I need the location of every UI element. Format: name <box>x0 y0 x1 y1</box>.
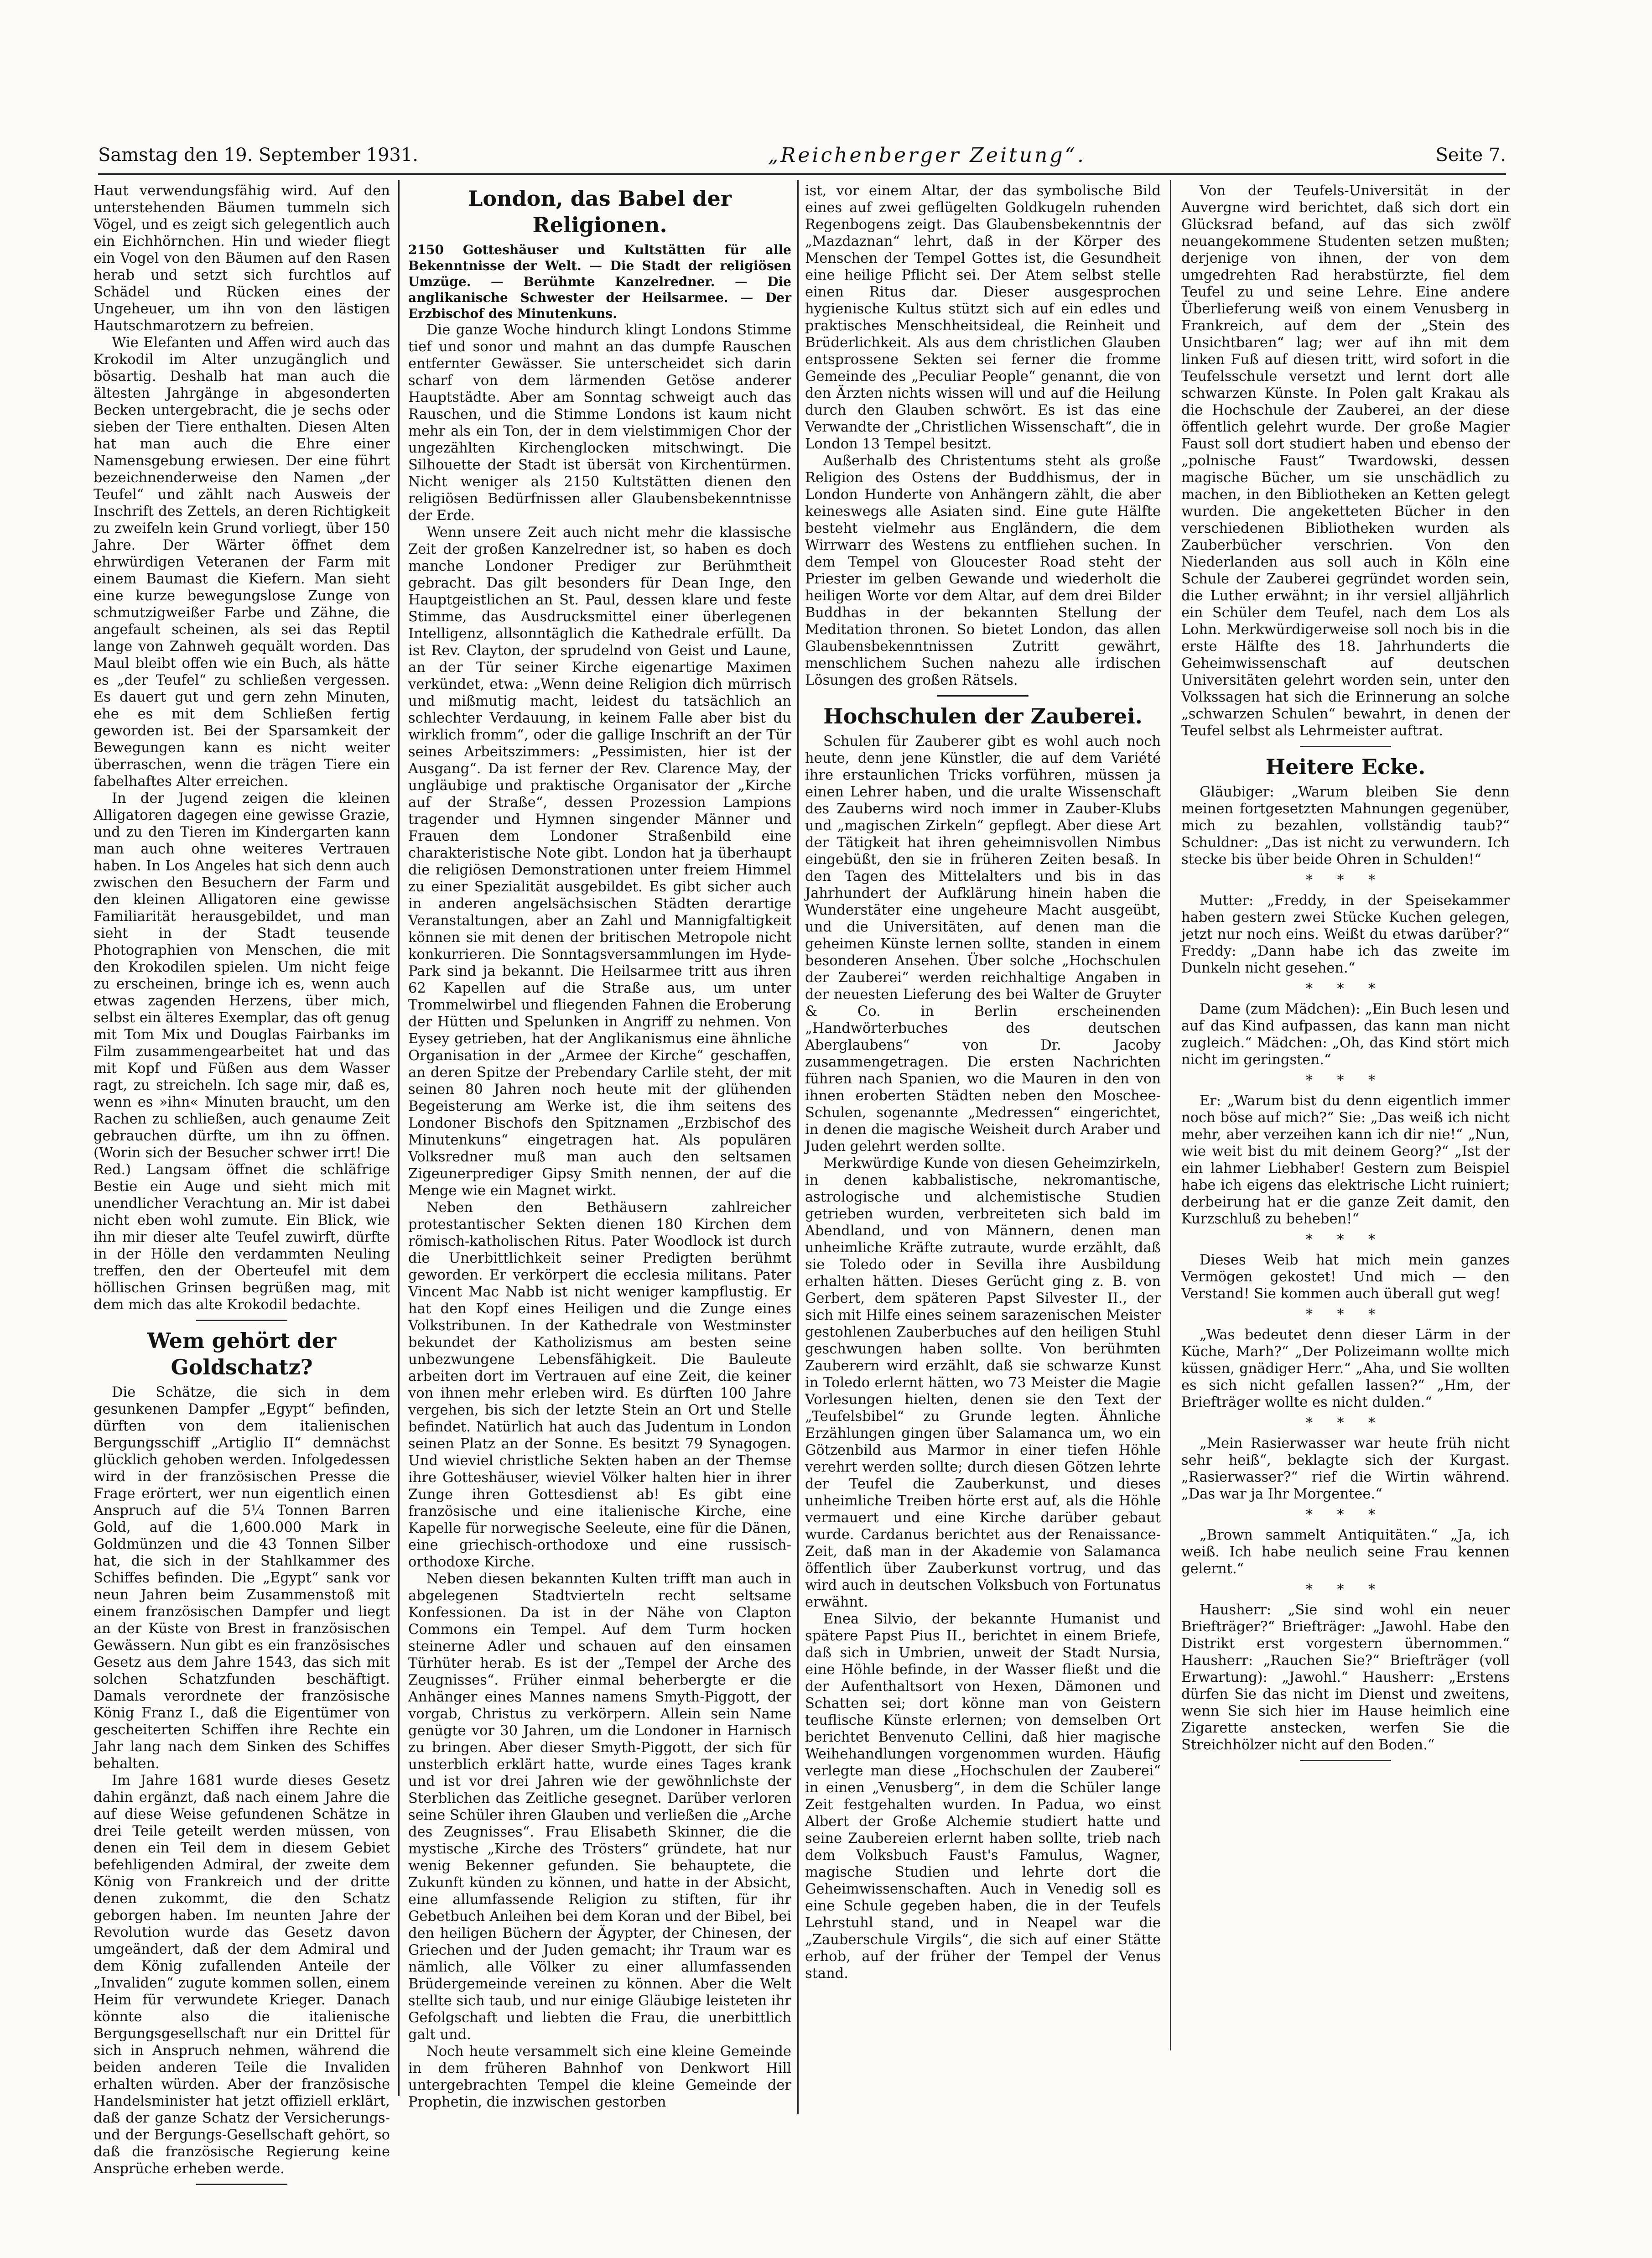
separator-stars: * * * <box>1305 872 1386 888</box>
article-paragraph: In der Jugend zeigen die kleinen Alligatoren dagegen eine gewisse Grazie, und zu den Tieren im Kindergarten kann man auch ohne weiteres Vertrauen haben. In Los Angeles hat sich denn auch zwischen den Besuchern der Farm und den kleinen Alligatoren eine gewisse Familiarität herausgebildet, und man sieht in der Stadt teusende Photographien von Menschen, die mit den Krokodilen spielen. Um nicht feige zu erscheinen, bringe ich es, wenn auch etwas zagenden Herzens, über mich, selbst ein älteres Exemplar, das oft genug mit Tom Mix und Douglas Fairbanks im Film zusammengearbeitet hat und das mit Kopf und Füßen aus dem Wasser ragt, zu streicheln. Ich sage mir, daß es, wenn es »ihn« Minuten braucht, um den Rachen zu schließen, auch genaume Zeit gebrauchen dürfte, um ihn zu öffnen. (Worin sich der Besucher schwer irrt! Die Red.) Langsam öffnet die schläfrige Bestie ein Auge und sieht mich mit unendlicher Verachtung an. Mir ist dabei nicht eben wohl zumute. Ein Blick, wie ihn mir dieser alte Teufel zuwirft, dürfte in der Hölle den verdammten Neuling treffen, den der Oberteufel mit dem höllischen Grinsen begrüßen mag, mit dem mich das alte Krokodil bedachte. <box>94 791 390 1313</box>
separator-stars: * * * <box>1305 1507 1386 1523</box>
separator-stars: * * * <box>1305 1306 1386 1322</box>
article-paragraph: ist, vor einem Altar, der das symbolische Bild eines auf zwei geflügelten Goldkugeln ruhenden Regenbogens zeigt. Das Glaubensbekenntnis der „Mazdaznan“ lehrt, daß in der Körper des Menschen der Tempel Gottes ist, die Gesundheit eine heilige Pflicht sei. Der Atem selbst stelle einen Ritus dar. Dieser ausgesprochen hygienische Kultus stützt sich auf ein edles und praktisches Menschheitsideal, die Reinheit und Brüderlichkeit. Als aus dem christlichen Glauben entsprossene Sekten sei ferner die fromme Gemeinde des „Peculiar People“ genannt, die von den Ärzten nichts wissen will und auf die Heilung durch den Glauben schwört. Es ist das eine Verwandte der „Christlichen Wissenschaft“, die in London 13 Tempel besitzt. <box>805 183 1161 452</box>
joke-item: Mutter: „Freddy, in der Speisekammer haben gestern zwei Stücke Kuchen gelegen, jetzt nur noch eins. Weißt du etwas darüber?“ Freddy: „Dann habe ich das zweite im Dunkeln nicht gesehen.“ <box>1181 893 1510 976</box>
article-paragraph: Schulen für Zauberer gibt es wohl auch noch heute, denn jene Künstler, die auf dem Variété ihre erstaunlichen Tricks vorführen, müssen ja einen Lehrer haben, und die uralte Wissenschaft des Zauberns wird noch immer in Zauber-Klubs und „magischen Zirkeln“ gepflegt. Aber diese Art der Tätigkeit hat ihren geheimnisvollen Nimbus eingebüßt, den sie in früheren Zeiten besaß. In den Tagen des Mittelalters und bis in das Jahrhundert der Aufklärung hinein haben die Wunderstäter eine ungeheure Macht ausgeübt, und die Universitäten, auf denen man die geheimen Künste lernen sollte, standen in einem besonderen Ansehen. Über solche „Hochschulen der Zauberei“ werden reichhaltige Angaben in der neuesten Lieferung des bei Walter de Gruyter & Co. in Berlin erscheinenden „Handwörterbuches des deutschen Aberglaubens“ von Dr. Jacoby zusammengetragen. Die ersten Nachrichten führen nach Spanien, wo die Mauren in den von ihnen eroberten Städten neben den Moschee-Schulen, sogenannte „Medressen“ eingerichtet, in denen die magische Weisheit durch Araber und Juden gelehrt werden sollte. <box>805 734 1161 1155</box>
article-paragraph: Im Jahre 1681 wurde dieses Gesetz dahin ergänzt, daß nach einem Jahre die auf diese Weise gefundenen Schätze in drei Teile geteilt werden müssen, von denen ein Teil dem in diesem Gebiet befehligenden Admiral, der zweite dem König von Frankreich und der dritte denen zukommt, die den Schatz geborgen haben. Im neunten Jahre der Revolution wurde das Gesetz davon umgeändert, daß der dem Admiral und dem König zufallenden Anteile der „Invaliden“ zugute kommen sollen, einem Heim für verwundete Krieger. Danach könnte also die italienische Bergungsgesellschaft nur ein Drittel für sich in Anspruch nehmen, während die beiden anderen Teile die Invaliden erhalten würden. Aber der französische Handelsminister hat jetzt offiziell erklärt, daß der ganze Schatz der Versicherungs- und der Bergungs-Gesellschaft gehört, so daß die französische Regierung keine Ansprüche erheben werde. <box>94 1773 390 2177</box>
joke-item: Gläubiger: „Warum bleiben Sie denn meinen fortgesetzten Mahnungen gegenüber, mich zu bezahlen, vollständig taub?“ Schuldner: „Das ist nicht zu verwundern. Ich stecke bis über beide Ohren in Schulden!“ <box>1181 784 1510 868</box>
article-heading: Hochschulen der Zauberei. <box>823 704 1143 728</box>
article-paragraph: Neben den Bethäusern zahlreicher protestantischer Sekten dienen 180 Kirchen dem römisch-katholischen Ritus. Pater Woodlock ist durch die Unerbittlichkeit seiner Predigten berühmt geworden. Er verkörpert die ecclesia militans. Pater Vincent Mac Nabb ist nicht weniger kampflustig. Er hat den Kopf eines Heiligen und die Zunge eines Volkstribunen. In der Kathedrale von Westminster bekundet der Katholizismus am besten seine unbezwungene Lebensfähigkeit. Die Bauleute arbeiten dort im Vertrauen auf eine Zeit, die keiner von ihnen mehr erleben wird. Es dürften 100 Jahre vergehen, bis sich der letzte Stein an Ort und Stelle befindet. Natürlich hat auch das Judentum in London seinen Platz an der Sonne. Es besitzt 79 Synagogen. Und wieviel christliche Sekten haben an der Themse ihre Gotteshäuser, wieviel Völker halten hier in ihrer Zunge ihren Gottesdienst ab! Es gibt eine französische und eine italienische Kirche, eine Kapelle für norwegische Seeleute, eine für die Dänen, eine griechisch-orthodoxe und eine russisch-orthodoxe Kirche. <box>408 1200 791 1570</box>
separator-stars: * * * <box>1305 1072 1386 1088</box>
separator-stars: * * * <box>1305 1232 1386 1248</box>
article-paragraph: Wenn unsere Zeit auch nicht mehr die klassische Zeit der großen Kanzelredner ist, so haben es doch manche Londoner Prediger zur Berühmtheit gebracht. Das gilt besonders für Dean Inge, den Hauptgeistlichen an St. Paul, dessen klare und feste Stimme, das Ausdrucksmittel einer überlegenen Intelligenz, allsonntäglich die Kathedrale erfüllt. Da ist Rev. Clayton, der sprudelnd von Geist und Laune, an der Tür seiner Kirche eigenartige Maximen verkündet, etwa: „Wenn deine Religion dich mürrisch und mißmutig macht, leidest du tatsächlich an schlechter Verdauung, in keinem Falle aber bist du wirklich fromm“, oder die gallige Inschrift an der Tür seines Arbeitszimmers: „Pessimisten, hier ist der Ausgang“. Da ist ferner der Rev. Clarence May, der ungläubige und praktische Organisator der „Kirche auf der Straße“, dessen Prozession Lampions tragender und Hymnen singender Männer und Frauen dem Londoner Straßenbild eine charakteristische Note gibt. London hat ja überhaupt die religiösen Demonstrationen unter freiem Himmel zu einer Spezialität ausgebildet. Es gibt sicher auch in anderen angelsächsischen Städten derartige Veranstaltungen, aber an Zahl und Mannigfaltigkeit können sie mit denen der britischen Metropole nicht konkurrieren. Die Sonntagsversammlungen im Hyde-Park sind ja bekannt. Die Heilsarmee tritt aus ihren 62 Kapellen auf die Straße aus, um unter Trommelwirbel und fliegenden Fahnen die Eroberung der Hütten und Spelunken in Angriff zu nehmen. Von Eysey getrieben, hat der Anglikanismus eine ähnliche Organisation in der „Armee der Kirche“ geschaffen, an deren Spitze der Prebendary Carlile steht, der mit seinen 80 Jahren noch heute mit der glühenden Begeisterung am Werke ist, die ihm seitens des Londoner Bischofs den Spitznamen „Erzbischof des Minutenkuns“ eingetragen hat. Als populären Volksredner muß man auch den seltsamen Zigeunerprediger Gipsy Smith nennen, der auf die Menge wie ein Magnet wirkt. <box>408 525 791 1199</box>
column-3 <box>805 182 1161 2121</box>
article-separator <box>196 1320 287 1321</box>
article-paragraph: Enea Silvio, der bekannte Humanist und spätere Papst Pius II., berichtet in einem Briefe, daß sich in Umbrien, unweit der Stadt Nursia, eine Höhle befinde, in der Wasser fließt und die der Aufenthaltsort von Hexen, Dämonen und Schatten sei; dort könne man von Geistern teuflische Künste erlernen; von demselben Ort berichtet Benvenuto Cellini, daß hier magische Weihehandlungen vorgenommen wurden. Häufig verlegte man diese „Hochschulen der Zauberei“ in einen „Venusberg“, in dem die Schüler lange Zeit festgehalten wurden. In Padua, wo einst Albert der Große Alchemie studiert hatte und seine Zaubereien erlernt haben sollte, trieb nach dem Volksbuch Faust's Famulus, Wagner, magische Studien und lehrte dort die Geheimwissenschaften. Auch in Venedig soll es eine Schule gegeben haben, die in der Teufels Lehrstuhl stand, und in Neapel war die „Zauberschule Virgils“, die sich auf einer Stätte erhob, auf der früher der Tempel der Venus stand. <box>805 1611 1161 1982</box>
article-paragraph: Noch heute versammelt sich eine kleine Gemeinde in dem früheren Bahnhof von Denkwort Hill untergebrachten Tempel die kleine Gemeinde der Prophetin, die inzwischen gestorben <box>408 2044 791 2110</box>
column-2 <box>408 182 791 2121</box>
article-end-rule <box>196 2184 287 2185</box>
joke-item: „Mein Rasierwasser war heute früh nicht sehr heiß“, beklagte sich der Kurgast. „Rasierwasser?“ rief die Wirtin während. „Das war ja Ihr Morgentee.“ <box>1181 1436 1510 1502</box>
column-divider <box>1170 180 1171 2050</box>
article-separator <box>1300 746 1391 747</box>
article-paragraph: Neben diesen bekannten Kulten trifft man auch in abgelegenen Stadtvierteln recht seltsame Konfessionen. Da ist in der Nähe von Clapton Commons ein Tempel. Auf dem Turm hocken steinerne Adler und schauen auf den einsamen Türhüter herab. Es ist der „Tempel der Arche des Zeugnisses“. Früher einmal beherbergte er die Anhänger eines Mannes namens Smyth-Piggott, der vorgab, Christus zu verkörpern. Allein sein Name genügte vor 30 Jahren, um die Londoner in Harnisch zu bringen. Aber dieser Smyth-Piggott, der sich für unsterblich erklärt hatte, wurde eines Tages krank und ist vor drei Jahren wie der gewöhnlichste der Sterblichen das Zeitliche gesegnet. Darüber verloren seine Schüler ihren Glauben und verließen die „Arche des Zeugnisses“. Frau Elisabeth Skinner, die die mystische „Kirche des Trösters“ gründete, hat nur wenig Bekenner gefunden. Sie behauptete, die Zukunft künden zu können, und hatte in der Absicht, eine allumfassende Religion zu stiften, für ihr Gebetbuch Anleihen bei dem Koran und der Bibel, bei den heiligen Büchern der Ägypter, der Chinesen, der Griechen und der Juden gemacht; ihr Traum war es nämlich, alle Völker zu einer allumfassenden Brüdergemeinde vereinen zu können. Aber die Welt stellte sich taub, und nur einige Gläubige leisteten ihr Gefolgschaft und liebten die Frau, die unerbittlich galt und. <box>408 1571 791 2043</box>
article-separator <box>937 695 1029 697</box>
article-paragraph: Haut verwendungsfähig wird. Auf den unterstehenden Bäumen tummeln sich Vögel, und es zeigt sich gelegentlich auch ein Eichhörnchen. Hin und wieder fliegt ein Vogel von den Bäumen auf den Rasen herab und setzt sich furchtlos auf Schädel und Rücken eines der Ungeheuer, um ihn von den lästigen Hautschmarotzern zu befreien. <box>94 183 390 334</box>
newspaper-title: „Reichenberger Zeitung“. <box>768 143 1086 167</box>
joke-item: Hausherr: „Sie sind wohl ein neuer Briefträger?“ Briefträger: „Jawohl. Habe den Distrikt erst vorgestern übernommen.“ Hausherr: „Rauchen Sie?“ Briefträger (voll Erwartung): „Jawohl.“ Hausherr: „Erstens dürfen Sie das nicht im Dienst und zweitens, wenn Sie sich hier im Hause heimlich eine Zigarette anstecken, werfen Sie die Streichhölzer nicht auf den Boden.“ <box>1181 1602 1510 1753</box>
article-paragraph: Wie Elefanten und Affen wird auch das Krokodil im Alter unzugänglich und bösartig. Deshalb hat man auch die ältesten Jahrgänge in abgesonderten Becken untergebracht, die je sechs oder sieben der Tiere enthalten. Diesen Alten hat man auch die Ehre einer Namensgebung erwiesen. Der eine führt bezeichnenderweise den Namen „der Teufel“ und zählt nach Ausweis der Inschrift des Zettels, an deren Richtigkeit zu zweifeln kein Grund vorliegt, über 150 Jahre. Der Wärter öffnet dem ehrwürdigen Veteranen der Farm mit einem Baumast die Kiefern. Man sieht eine kurze bewegungslose Zunge von schmutzigweißer Farbe und Zähne, die angefault scheinen, als sei das Reptil lange von Zahnweh gequält worden. Das Maul bleibt offen wie ein Buch, als hätte es „der Teufel“ zu schließen vergessen. Es dauert gut und gern zehn Minuten, ehe es mit dem Schließen fertig geworden ist. Bei der Sparsamkeit der Bewegungen kann es nicht weiter überraschen, wenn die trägen Tiere ein fabelhaftes Alter erreichen. <box>94 335 390 790</box>
joke-item: „Was bedeutet denn dieser Lärm in der Küche, Marh?“ „Der Polizeimann wollte mich küssen, gnädiger Herr.“ „Aha, und Sie wollten es sich nicht gefallen lassen?“ „Hm, der Briefträger wollte es nicht dulden.“ <box>1181 1327 1510 1410</box>
article-heading: Wem gehört der Goldschatz? <box>147 1328 337 1379</box>
article-paragraph: Außerhalb des Christentums steht als große Religion des Ostens der Buddhismus, der in London Hunderte von Anhängern zählt, die aber keineswegs alle Asiaten sind. Eine gute Hälfte besteht vielmehr aus Engländern, die dem Wirrwarr des Westens zu entfliehen suchen. In dem Tempel von Gloucester Road steht der Priester im gelben Gewande und wiederholt die heiligen Worte vor dem Altar, auf dem drei Bilder Buddhas in der bekannten Stellung der Meditation thronen. So bietet London, das allen Glaubensbekenntnissen Zutritt gewährt, menschlichem Suchen nahezu alle irdischen Lösungen des großen Rätsels. <box>805 453 1161 688</box>
issue-date: Samstag den 19. September 1931. <box>98 145 419 166</box>
article-paragraph: Die ganze Woche hindurch klingt Londons Stimme tief und sonor und mahnt an das dumpfe Rauschen entfernter Gewässer. Sie unterscheidet sich darin scharf von dem lärmenden Getöse anderer Hauptstädte. Aber am Sonntag schweigt auch das Rauschen, und die Stimme Londons ist kaum nicht mehr als ein Ton, der in dem vielstimmigen Chor der ungezählten Kirchenglocken mitschwingt. Die Silhouette der Stadt ist übersät von Kirchentürmen. Nicht weniger als 2150 Kultstätten dienen den religiösen Bedürfnissen aller Glaubensbekenntnisse der Erde. <box>408 322 791 524</box>
masthead <box>98 137 1506 175</box>
page-number: Seite 7. <box>1435 145 1506 166</box>
column-1 <box>94 182 390 2177</box>
joke-item: „Brown sammelt Antiquitäten.“ „Ja, ich weiß. Ich habe neulich seine Frau kennen gelernt.“ <box>1181 1527 1510 1577</box>
article-end-rule <box>1300 1760 1391 1761</box>
article-subheading: 2150 Gotteshäuser und Kultstätten für alle Bekenntnisse der Welt. — Die Stadt der religiösen Umzüge. — Berühmte Kanzelredner. — Die anglikanische Schwester der Heilsarmee. — Der Erzbischof des Minutenkuns. <box>408 242 791 321</box>
article-paragraph: Von der Teufels-Universität in der Auvergne wird berichtet, daß sich dort ein Glücksrad befand, auf das sich zwölf neuangekommene Studenten setzen mußten; derjenige von ihnen, der von dem umgedrehten Rad herabstürzte, fiel dem Teufel zu und seine Lehre. Eine andere Überlieferung weiß von einem Venusberg in Frankreich, auf dem der „Stein des Unsichtbaren“ lag; wer auf ihn mit dem linken Fuß auf diesen tritt, wird sofort in die Teufelsschule versetzt und lernt dort alle schwarzen Künste. In Polen galt Krakau als die Hochschule der Zauberei, an der diese öffentlich gelehrt wurde. Der große Magier Faust soll dort studiert haben und ebenso der „polnische Faust“ Twardowski, dessen magische Bücher, um sie unschädlich zu machen, in den Bibliotheken an Ketten gelegt wurden. Die angeketteten Bücher in den verschiedenen Bibliotheken wurden als Zauberbücher verschrien. Von den Niederlanden aus soll auch in Köln eine Schule der Zauberei gegründet worden sein, die Luther erwähnt; in ihr versiel alljährlich ein Schüler dem Teufel, nach dem Los als Lohn. Merkwürdigerweise soll noch bis in die erste Hälfte des 18. Jahrhunderts die Geheimwissenschaft auf deutschen Universitäten gelehrt worden sein, unter den Volkssagen hat sich die Erinnerung an solche „schwarzen Schulen“ bewahrt, in denen der Teufel selbst als Lehrmeister auftrat. <box>1181 183 1510 739</box>
joke-item: Er: „Warum bist du denn eigentlich immer noch böse auf mich?“ Sie: „Das weiß ich nicht mehr, aber verzeihen kann ich dir nie!“ „Nun, wie weit bist du mit deinem Georg?“ „Ist der ein lahmer Liebhaber! Gestern zum Beispiel habe ich eigens das elektrische Licht ruiniert; derbeirung hat er die ganze Zeit damit, den Kurzschluß zu beheben!“ <box>1181 1093 1510 1227</box>
article-paragraph: Die Schätze, die sich in dem gesunkenen Dampfer „Egypt“ befinden, dürften von dem italienischen Bergungsschiff „Artiglio II“ demnächst glücklich gehoben werden. Infolgedessen wird in der französischen Presse die Frage erörtert, wer nun eigentlich einen Anspruch auf die 5¼ Tonnen Barren Gold, auf die 1,600.000 Mark in Goldmünzen und die 43 Tonnen Silber hat, die sich in der Stahlkammer des Schiffes befinden. Die „Egypt“ sank vor neun Jahren beim Zusammenstoß mit einem französischen Dampfer und liegt an der Küste von Brest in französischen Gewässern. Nun gibt es ein französisches Gesetz aus dem Jahre 1543, das sich mit solchen Schatzfunden beschäftigt. Damals verordnete der französische König Franz I., daß die Eigentümer von gescheiterten Schiffen ihre Rechte ein Jahr lang nach dem Sinken des Schiffes behalten. <box>94 1384 390 1772</box>
separator-stars: * * * <box>1305 981 1386 997</box>
joke-item: Dame (zum Mädchen): „Ein Buch lesen und auf das Kind aufpassen, das kann man nicht zugleich.“ Mädchen: „Oh, das Kind stört mich nicht im geringsten.“ <box>1181 1001 1510 1068</box>
column-divider <box>398 180 400 2096</box>
joke-item: Dieses Weib hat mich mein ganzes Vermögen gekostet! Und mich — den Verstand! Sie kommen auch überall gut weg! <box>1181 1252 1510 1302</box>
column-divider <box>797 180 799 2114</box>
column-4 <box>1181 182 1510 2121</box>
separator-stars: * * * <box>1305 1582 1386 1597</box>
article-heading: London, das Babel der Religionen. <box>468 186 732 237</box>
article-paragraph: Merkwürdige Kunde von diesen Geheimzirkeln, in denen kabbalistische, nekromantische, astrologische und alchemistische Studien getrieben wurden, verbreiteten sich bald im Abendland, und von Männern, denen man unheimliche Kräfte zutraute, wurde erzählt, daß sie Toledo oder in Sevilla ihre Ausbildung erhalten hätten. Dieses Gerücht ging z. B. von Gerbert, dem späteren Papst Silvester II., der sich mit Hilfe eines seinem sarazenischen Meister gestohlenen Zauberbuches auf den heiligen Stuhl geschwungen haben sollte. Von berühmten Zauberern wird erzählt, daß sie schwarze Kunst in Toledo erlernt hätten, wo 73 Meister die Magie Vorlesungen hielten, denen sie den Text der „Teufelsbibel“ zu Grunde legten. Ähnliche Erzählungen gingen über Salamanca um, wo ein Götzenbild aus Marmor in einer tiefen Höhle verehrt werden sollte; durch diesen Götzen lehrte der Teufel die Zauberkunst, und dieses unheimliche Treiben hörte erst auf, als die Höhle vermauert und eine Kirche darüber gebaut wurde. Cardanus berichtet aus der Renaissance-Zeit, daß man in der Akademie von Salamanca öffentlich über Zauberkunst vortrug, und das wird auch in deutschen Volksbuch von Fortunatus erwähnt. <box>805 1155 1161 1610</box>
separator-stars: * * * <box>1305 1415 1386 1431</box>
section-heading: Heitere Ecke. <box>1265 754 1426 779</box>
